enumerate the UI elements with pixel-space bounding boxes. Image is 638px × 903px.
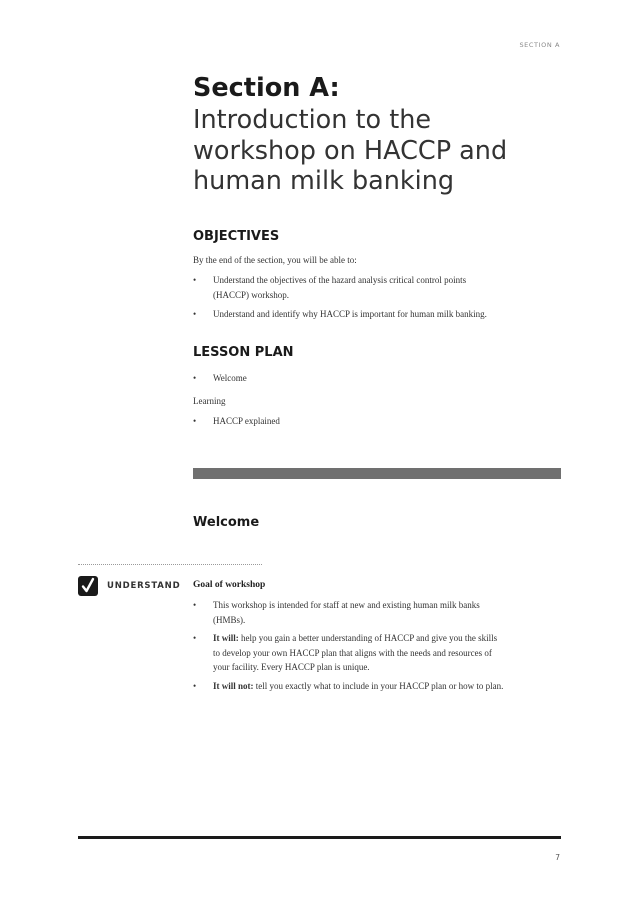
understand-label: UNDERSTAND <box>107 581 181 591</box>
goal-bullet-2-line-2: to develop your own HACCP plan that aligns with the needs and resources of <box>213 647 492 658</box>
lesson-plan-item-haccp: HACCP explained <box>213 416 280 426</box>
goal-bullet-3-line-1: tell you exactly what to include in your HACCP plan or how to plan. <box>253 681 504 691</box>
bullet-symbol: • <box>193 373 197 383</box>
section-title <box>193 72 573 197</box>
bullet-symbol: • <box>193 309 197 319</box>
objectives-bullet-1-line-2: (HACCP) workshop. <box>213 289 290 300</box>
goal-bullet-2-line-3: your facility. Every HACCP plan is unique. <box>213 662 370 672</box>
section-title-label: Section A: <box>193 73 340 103</box>
lesson-plan-subheading: Learning <box>193 396 226 406</box>
bullet-symbol: • <box>193 416 197 426</box>
welcome-heading: Welcome <box>193 515 260 530</box>
bullet-symbol: • <box>193 275 197 285</box>
goal-bullet-2-lead: It will: <box>213 633 239 643</box>
bullet-symbol: • <box>193 633 197 643</box>
goal-title: Goal of workshop <box>193 580 266 590</box>
objectives-heading: OBJECTIVES <box>193 229 280 244</box>
objectives-bullet-1-line-1: Understand the objectives of the hazard analysis critical control points <box>213 275 467 285</box>
section-title-line-3: human milk banking <box>193 166 455 196</box>
objectives-intro: By the end of the section, you will be able to: <box>193 255 357 265</box>
objectives-bullet-2-text: Understand and identify why HACCP is important for human milk banking. <box>213 309 487 319</box>
section-title-line-1: Introduction to the <box>193 105 432 135</box>
bottom-rule <box>78 836 561 839</box>
section-divider-bar <box>193 468 561 479</box>
goal-bullet-1-line-2: (HMBs). <box>213 614 246 625</box>
lesson-plan-heading: LESSON PLAN <box>193 345 294 360</box>
goal-bullet-1-line-1: This workshop is intended for staff at new and existing human milk banks <box>213 600 480 610</box>
goal-bullet-2-line-1: help you gain a better understanding of HACCP and give you the skills <box>238 633 498 643</box>
section-title-line-2: workshop on HACCP and <box>193 135 508 166</box>
checkmark-icon <box>78 576 98 596</box>
bullet-symbol: • <box>193 600 197 610</box>
bullet-symbol: • <box>193 681 197 691</box>
running-head: SECTION A <box>519 41 560 49</box>
dotted-divider <box>78 564 262 565</box>
page-number: 7 <box>555 853 560 862</box>
lesson-plan-item-welcome: Welcome <box>213 373 247 383</box>
goal-bullet-3-lead: It will not: <box>213 681 254 691</box>
